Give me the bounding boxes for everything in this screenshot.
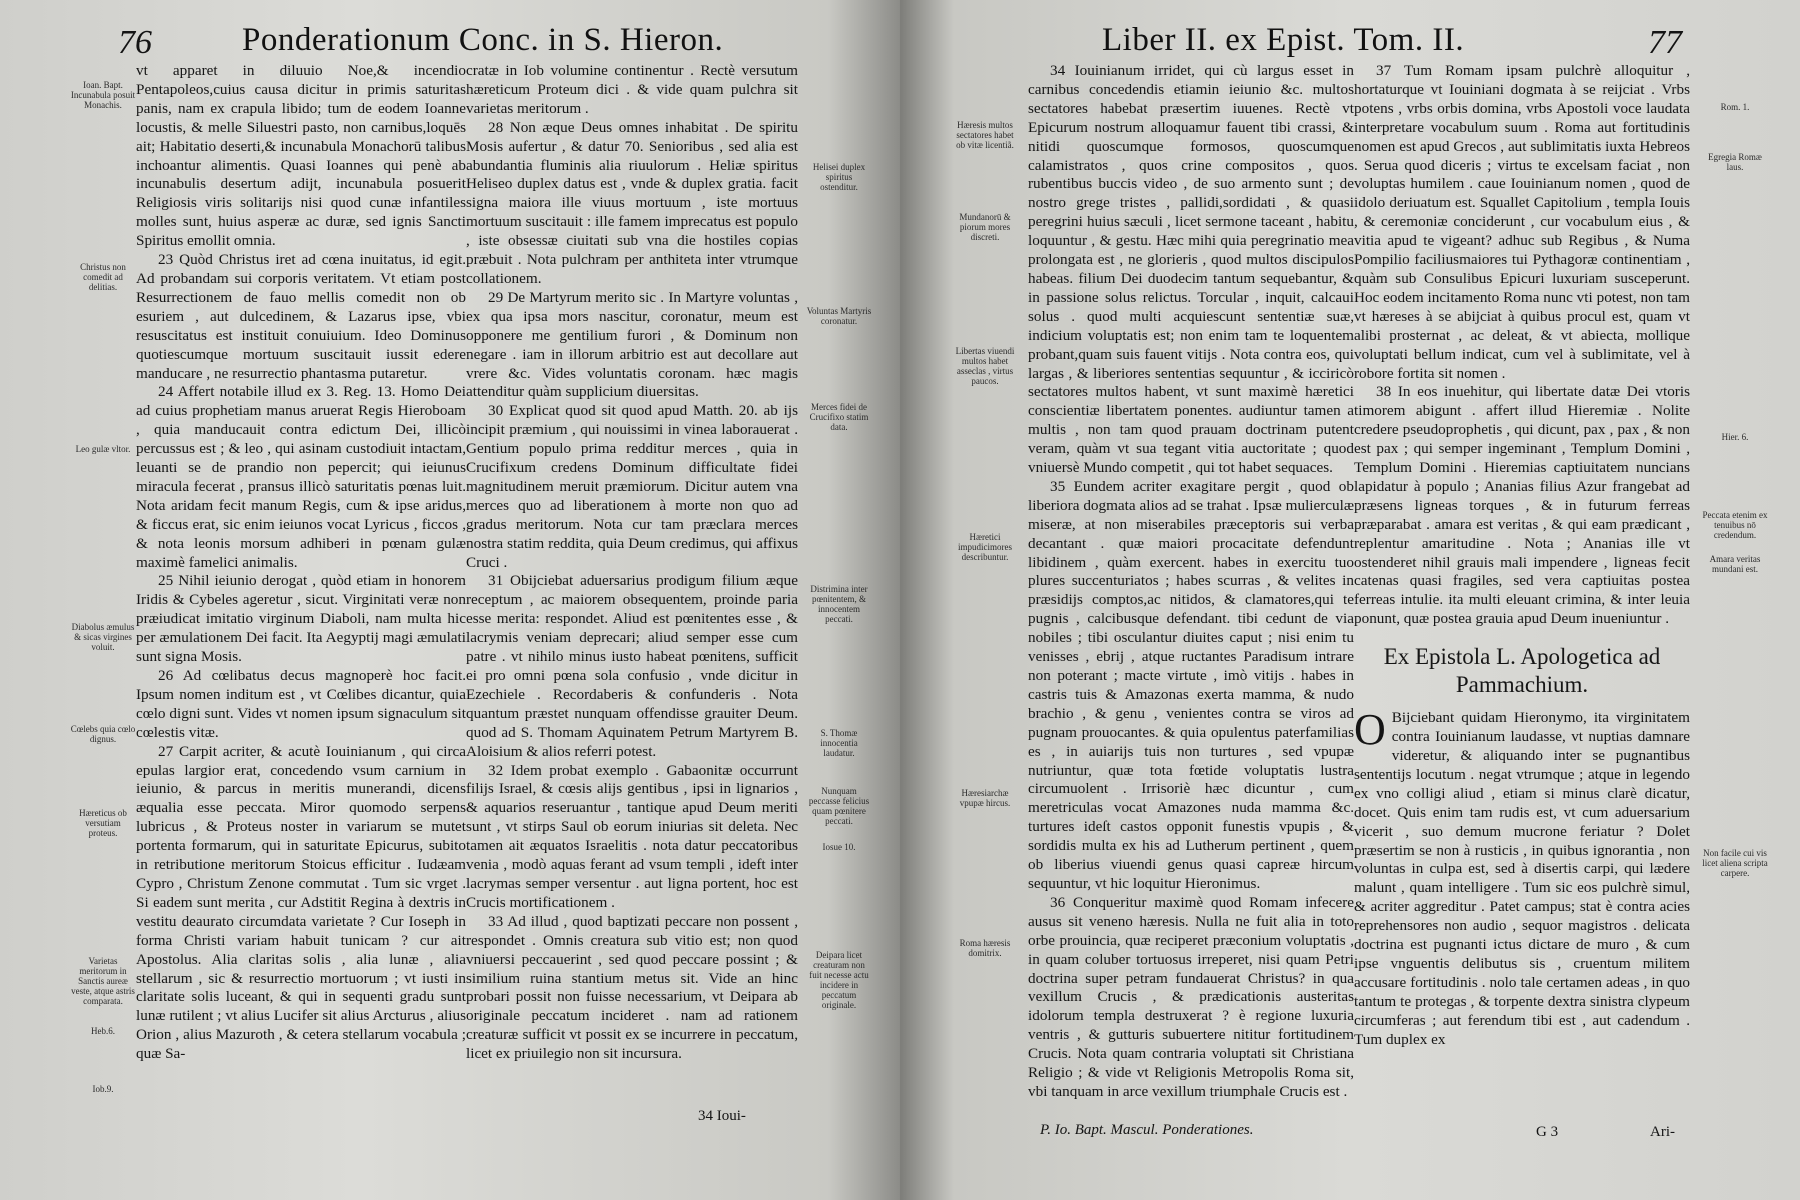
margin-note: Christus non comedit ad delitias.	[80, 262, 126, 292]
paragraph: 26 Ad cœlibatus decus magnoperè hoc facit. Ipsum nomen inditum est , vt Cœlibes dicantur, quia cœlo digni sunt. Vides vt nomen ipsum signaculum sit cœlestis vitæ.	[136, 667, 466, 741]
paragraph: 33 Ad illud , quod baptizati peccare non possent , respondet . Omnis creatura sub vitio est; non quod vniuersi peccauerint , sed quod peccare possint ; & similium ruina stantium metus sit. Vide an hinc probari possit non fuisse necessarium, vt Deipara ab originale peccatum incideret . nam ad rationem creaturæ sufficit vt possit ex se incurrere in peccatum, licet ex priuilegio non sit incursura.	[466, 912, 798, 1063]
margin-note: Iosue 10.	[822, 842, 856, 852]
paragraph: 27 Carpit acriter, & acutè Iouinianum , qui circa epulas largior erat, concedendo vsum carnium in ieiunio, & parcus in meritis munerandi, dicens æqualia esse peccata. Miror quomodo serpens lubricus , & Proteus noster in variarum se mutet portenta formarum, qui in saturitate Epicurus, subito in retributione meritorum Stoicus efficitur . Iudæam Cypro , Christum Zenone commutat . Tum sic vrget . Si eadem sunt merita , cur Adstitit Regina à dextris in vestitu deaurato circumdata varietate ? Cur Ioseph in forma Christi variam habuit tunicam ? cur ait Apostolus. Alia claritas solis , alia lunæ , alia stellarum , sic & resurrectio mortuorum ; vt iusti in claritate solis luceant, & qui in sequenti gradu sunt lunæ rutilent ; vt alius Lucifer sit alius Arcturus , alius Orion , alius Mazuroth , & cetera stellarum vocabula ; quæ Sa-	[136, 742, 466, 1063]
page-number: 76	[118, 24, 152, 61]
page-number: 77	[1648, 24, 1682, 61]
paragraph: 30 Explicat quod sit quod apud Matth. 20. ab ijs incipit præmium , qui nouissimi in vinea laborauerat . Gentium populo prima redditur merces , quia in Crucifixum credens Dominum difficultate fidei magnitudinem meruit præmiorum. Dicitur autem vna merces quo ad liberationem à morte non quo ad gradus meritorum. Nota cur tam præclara merces nostra statim reddita, quia Deum credimus, qui affixus Cruci .	[466, 402, 798, 571]
margin-note: Hæreticus ob versutiam proteus.	[79, 808, 127, 838]
margin-note: Peccata etenim ex tenuibus nō credendum.	[1702, 510, 1768, 540]
paragraph	[1354, 705, 1690, 1049]
margin-note: Merces fidei de Crucifixo statim data.	[809, 402, 869, 432]
margin-note: S. Thomæ innocentia laudatur.	[820, 728, 858, 758]
margin-note: Libertas viuendi multos habet asseclas , virtus paucos.	[955, 346, 1015, 386]
paragraph: 34 Iouinianum irridet, qui cù largus esset in carnibus concedendis etiamin ieiunio &c. multos sectatores habebat præsertim iuuenes. Rectè vt Epicurum nostrum alloquamur fauent tibi crassi, & nitidi quoscumque formosos, quoscumque calamistratos , quos crine compositos , quos rubentibus buccis video , de suo armento sunt ; de nostro grege tristes , pallidi,sordidati , & quasi peregrini huius sæculi , licet sermone taceant , habitu loquuntur , & gestu. Hæc mihi quia peregrinatio mea prolongata est , ne glorieris , quod multos discipulos habeas. filium Dei duodecim tantum sequebantur, & in passione solus relictus. Torcular , inquit, calcaui solus . quod multi acquiescunt sententiæ suæ, indicium voluptatis est; non enim tam te loquentem probant,quam suis fauent vitijs . Nota contra eos, qui largas , & liberiores sententias sequuntur , & icciricò sectatores multos habent, vt sunt maximè hæretici conscientiæ libertatem ponentes. audiuntur tamen a multis , non tam quod prauam doctrinam putent veram, quàm vt sua tegant vitia auctoritate ; quod vniuersè Mundo competit , qui tot habet sequaces.	[1028, 62, 1354, 477]
margin-note: Cœlebs quia cœlo dignus.	[70, 724, 136, 744]
paragraph: 38 In eos inuehitur, qui libertate datæ Dei vtoris timorem abigunt . affert illud Hieremiæ . Nolite credere pseudoprophetis , qui dicunt, pax , pax , & non est pax ; qui semper ingeminant , Templum Domini , Templum Domini . Hieremias captiuitatem nuncians lapidatur à populo ; Ananias filius Azur frangebat ad præsens ligneas torques , & in futurum ferreas præparabat . amara est veritas , & qui eam prædicant , replentur amaritudine . Nota ; Ananias ille vt ostenderet nihil grauis mali impendere , ligneas fecit catenas quasi fragiles, sed vera captiuitas postea ferreas intulie. ita multi eleuant crimina, & inter leuia ponunt, quæ postea grauia apud Deum inueniuntur .	[1354, 383, 1690, 628]
paragraph: 29 De Martyrum merito sic . In Martyre voluntas , ex qua ipsa mors nascitur, coronatur, meum est opponere me gentilium furori , & Dominum non negare . iam in illorum arbitrio est aut decollare aut vrere &c. Vides voluntatis coronam. hæc magis attenditur quàm supplicium diuersitas.	[466, 288, 798, 401]
paragraph: 35 Eundem acriter exagitare pergit , quod ob liberiora dogmata alios ad se trahat . Ipsæ mulierculæ miseræ, at non miserabiles præceptoris sui verba decantant . quæ maiori procacitate defendunt libidinem , quàm exercent. habes in exercitu tuo plures succenturiatos ; habes scurras , & velites in præsidijs comptos,ac nitidos, & clamatores,qui te pugnis , calcibusque defendant. tibi cedunt de via nobiles ; tibi osculantur diuites caput ; nisi enim tu venisses , ebrij , atque ructantes Paradisum intrare non poterant ; macte virtute , imò vitijs . habes in castris tuis & Amazonas exerta mamma, & nudo brachio , & genu , venientes contra se viros ad pugnam prouocantes. & quia opulentus paterfamilias es , in auiarijs tuis non turtures , sed vpupæ nutriuntur, quæ tota fœtide voluptatis lustra circumuolent . Irrisoriè hæc dicuntur , cum meretriculas vocat Amazones nuda mamma &c. turtures ideſt castos opponit funestis vpupis , & sordidis multa ex his ad Lutherum pertinent , quem ob liberius viuendi genus quasi capreæ hircum sequuntur, vt hic loquitur Hieronimus.	[1028, 477, 1354, 892]
paragraph: 31 Obijciebat aduersarius prodigum filium æque receptum , ac maiorem obsequentem, proinde paria esse merita: respondet. Aliud est pœnitentes esse , & lacrymis veniam deprecari; aliud semper esse cum patre . vt nihilo minus iusto habeat pœnitens, sufficit ei pro omni pœna sola confusio , vnde dicitur in Ezechiele . Recordaberis & confunderis . Nota quantum præstet nunquam offendisse grauiter Deum. quod ad S. Thomam Aquinatem Petrum Martyrem B. Aloisium & alios referri potest.	[466, 572, 798, 760]
margin-note: Nunquam peccasse felicius quam pœnitere peccati.	[808, 786, 870, 826]
paragraph-text: Bijciebant quidam Hieronymo, ita virginitatem contra Iouinianum laudasse, vt nuptias damnare videretur, & aliquando inter se pugnantibus sententijs locutum . negat vtrumque ; atque in legendo ex vno colligi aliud , etiam si minus clarè dicatur, docet. Quis enim tam rudis est, vt cum aduersarium vicerit , suo demum mucrone feriatur ? Dolet præsertim se non à rusticis , in quibus ignorantia , non voluntas in culpa est, sed à disertis carpi, qui lædere malunt , quam intelligere . Tum sic eos pulchrè simul, & acriter aggreditur . Patet campus; stat è contra acies reprehensores non audio , sequor magistros . delicata doctrina est pugnanti ictus dictare de muro , & cum ipse vnguentis delibutus sis , cruentum militem accusare fortitudinis . nolo tale certamen adeas , in quo tantum te protegas , & torpente dextra sinistra clypeum circumferas ; aut ferendum tibi est , aut cadendum . Tum duplex ex	[1354, 709, 1690, 1048]
text-column-1	[136, 62, 466, 1064]
right-page	[900, 0, 1800, 1200]
margin-note: Roma hæresis domitrix.	[959, 938, 1011, 958]
margin-note: Varietas meritorum in Sanctis aureæ veste, atque astris comparata.	[71, 956, 135, 1006]
margin-note: Mundanorū & piorum mores discreti.	[959, 212, 1011, 242]
catchword: Ari-	[1650, 1124, 1675, 1140]
paragraph: 25 Nihil ieiunio derogat , quòd etiam in honorem Iridis & Cybeles ageretur , sicut. Virginitati veræ non præiudicat imitatio virginum Diaboli, nam multa hic per æmulationem Dei facit. Ita Aegyptij magi æmulati sunt signa Mosis.	[136, 572, 466, 666]
footer-imprint: P. Io. Bapt. Mascul. Ponderationes.	[1040, 1122, 1254, 1138]
text-column-1	[1028, 62, 1354, 1102]
margin-note: Hier. 6.	[1721, 432, 1749, 442]
margin-note: Deipara licet creaturam non fuit necesse actu incidere in peccatum originale.	[809, 950, 869, 1010]
margin-note: Hæresiarchæ vpupæ hircus.	[959, 788, 1011, 808]
margin-note: Leo gulæ vltor.	[75, 444, 131, 454]
paragraph: cratæ in Iob volumine continentur . Rectè versutum hæreticum Proteum dici . & vide quam pulchra sit varietas meritorum .	[466, 62, 798, 117]
paragraph: 28 Non æque Deus omnes inhabitat . De spiritu Mosis aufertur , & datur 70. Senioribus , sed alia est abundantia fluminis alia riuulorum . Heliæ spiritus Heliseo duplex datus est , vnde & duplex gratia. facit signa maiora ille viuus mortuum , iste mortuus mortuum suscitauit : ille famem imprecatus est populo , iste obsessæ ciuitati sub vna die hostiles copias præbuit . Nota pulchram per anthiteta inter vtrumque collationem.	[466, 118, 798, 287]
section-heading: Ex Epistola L. Apologetica ad Pammachium.	[1383, 644, 1661, 698]
margin-note: Hæresis multos sectatores habet ob vitæ licentiã.	[956, 120, 1014, 150]
text-column-2	[1354, 62, 1690, 1050]
paragraph: 32 Idem probat exemplo . Gabaonitæ occurrunt filijs Israel, & cœsis alijs gentibus , ipsi in lignarios , & aquarios reseruantur , tantique apud Deum meriti sunt , vt stirps Saul ob eorum iniurias sit deleta. Nec tamen ait æquatos Israelitis . nota datur peccatoribus venia , modò aquas ferant ad vsum templi , ideft inter lacrymas semper versentur . aut ligna portent, hoc est Crucis mortificationem .	[466, 761, 798, 911]
running-head: Liber II. ex Epist. Tom. II.	[1102, 22, 1465, 58]
margin-note: Heb.6.	[91, 1026, 115, 1036]
paragraph: 37 Tum Romam ipsam pulchrè alloquitur , hortaturque vt Iouiniani dogmata à se reijciat . Vrbs potens , vrbs orbis domina, vrbs Apostoli voce laudata interpretare vocabulum suum . Roma aut fortitudinis nomen est apud Grecos , aut sublimitatis iuxta Hebreos . Serua quod diceris ; virtus te excelsam faciat , non voluptas humilem . caue Iouinianum nomen , quod de idolo deriuatum est. Squallet Capitolium , templa Iouis , & ceremoniæ conciderunt , cur vocabulum eius , & vitia apud te vigeant? adhuc sub Regibus , & Numa Pompilio faciliusmaiores tui Pythagoræ continentiam , quàm sub Consulibus Epicuri luxuriam susceperunt. Hoc eodem incitamento Roma nunc vti potest, non tam vt hæreses à se abijciat à quibus procul est, quam vt alibi prosternat , ac deleat, & vt abiecta, mollique voluptati bellum indicat, cum vel à sublimitate, vel à robore fortita sit nomen .	[1354, 62, 1690, 382]
margin-note: Rom. 1.	[1720, 102, 1750, 112]
drop-cap: O	[1354, 705, 1386, 755]
margin-note: Distrimina inter pœnitentem, & innocentem peccati.	[810, 584, 868, 624]
signature-mark: G 3	[1536, 1124, 1559, 1140]
margin-note: Diabolus æmulus & sicas virgines voluit.	[71, 622, 135, 652]
catchword: 34 Ioui-	[698, 1108, 746, 1124]
paragraph: 23 Quòd Christus iret ad cœna inuitatus, id egit. Ad probandam sui corporis veritatem. Vt etiam post Resurrectionem de fauo mellis comedit non ob esuriem , aut dulcedinem, & Lazarus ipse, vbi resuscitatus est instituit conuiuium. Ideo Dominus quotiescumque mortuum suscitauit iussit edere manducare , ne resurrectio phantasma putaretur.	[136, 251, 466, 382]
margin-note: Ioan. Bapt. Incunabula posuit Monachis.	[70, 80, 136, 110]
paragraph: 36 Conqueritur maximè quod Romam infecere ausus sit veneno hæresis. Nulla ne fuit alia in toto orbe prouincia, quæ reciperet præconium voluptatis , in quam coluber tortuosus irreperet, nisi quam Petri doctrina super petram fundauerat Christus? in qua vexillum Crucis , & prædicationis austeritas idolorum templa destruxerat ? è regione luxuria ventris , & gutturis subuertere nititur fortitudinem Crucis. Nota quam contraria voluptati sit Christiana Religio ; & vide vt Religionis Metropolis Roma sit, vbi tanquam in arce vexillum triumphale Crucis est .	[1028, 893, 1354, 1100]
margin-note: Egregia Romæ laus.	[1708, 152, 1762, 172]
margin-note: Voluntas Martyris coronatur.	[806, 306, 872, 326]
margin-note: Hæretici impudicimores describuntur.	[958, 532, 1012, 562]
paragraph: vt apparet in diluuio Noe,& incendio Pentapoleos,cuius causa dicitur in primis saturitas panis, nam ex crapula libido; tum de eodem Ioanne locustis, & melle Siluestri pasto, non carnibus,loquēs ait; Habitatio deserti,& incunabula Monachorū talibus inchoantur alimentis. Quasi Ioannes qui penè ab incunabulis desertum adijt, incunabula posuerit Religiosis viris solitarijs nisi quod cunæ infantiles molles sunt, huius asperæ ac duræ, sed ignis Sancti Spiritus emollit omnia.	[136, 62, 466, 250]
running-head: Ponderationum Conc. in S. Hieron.	[242, 22, 724, 58]
margin-note: Iob.9.	[92, 1084, 114, 1094]
text-column-2	[466, 62, 798, 1064]
paragraph: 24 Affert notabile illud ex 3. Reg. 13. Homo Dei ad cuius prophetiam manus aruerat Regis Hieroboam , quia manducauit contra edictum Dei, illicò percussus est ; & leo , qui asinam custodiuit intactam, leuanti se de prandio non pepercit; qui ieiunus miracula fecerat , pransus illicò saturitatis pœnas luit. Nota aridam fecit manum Regis, cum & ipse aridus, & ficcus erat, sic enim ieiunos vocat Lyricus , ficcos , & nota leonis morsum adhiberi in pœnam gulæ maximè famelici animalis.	[136, 383, 466, 571]
margin-note: Helisei duplex spiritus ostenditur.	[812, 162, 866, 192]
margin-note: Amara veritas mundani est.	[1709, 554, 1761, 574]
margin-note: Non facile cui vis licet aliena scripta carpere.	[1702, 848, 1768, 878]
